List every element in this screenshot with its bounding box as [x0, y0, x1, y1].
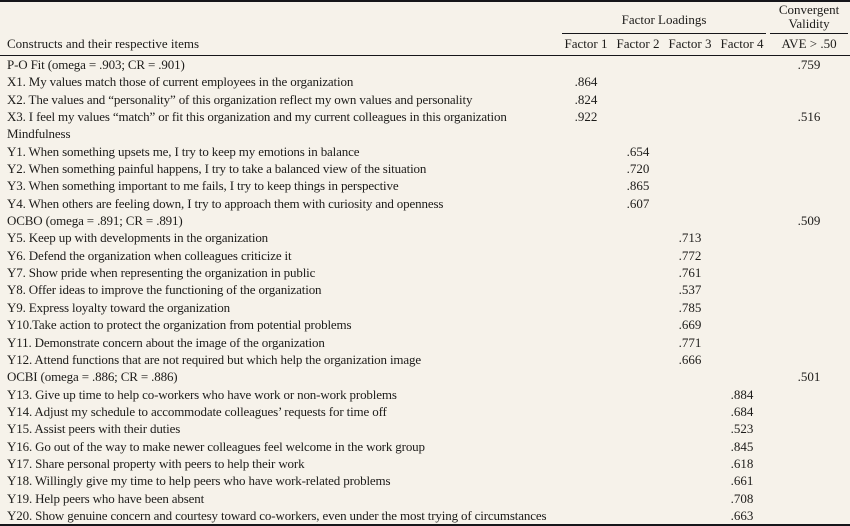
item-label: P-O Fit (omega = .903; CR = .901)	[7, 57, 185, 72]
table-row	[0, 490, 850, 507]
table-row	[0, 212, 850, 229]
item-label: Y11. Demonstrate concern about the image of the organization	[7, 334, 325, 350]
factor-4-value: .845	[730, 438, 754, 454]
factor-4-value	[716, 351, 768, 368]
factor-4-value: .884	[730, 386, 754, 402]
column-header-factor-4: Factor 4	[716, 34, 768, 56]
column-header-factor-3: Factor 3	[664, 34, 716, 56]
factor-2-value	[612, 125, 664, 142]
column-header-factor-1: Factor 1	[560, 34, 612, 56]
factor-3-value	[664, 91, 716, 108]
table-row	[0, 420, 850, 437]
factor-2-value	[612, 212, 664, 229]
factor-loadings-group-header: Factor Loadings	[562, 11, 766, 34]
factor-2-value	[612, 73, 664, 90]
item-label: Y12. Attend functions that are not required but which help the organization image	[7, 351, 421, 367]
factor-3-value	[664, 195, 716, 212]
factor-2-value: .654	[626, 143, 650, 159]
item-label: Y8. Offer ideas to improve the functioning of the organization	[7, 282, 322, 298]
factor-4-value	[716, 299, 768, 316]
item-label: X2. The values and “personality” of this organization reflect my own values and personality	[7, 91, 473, 107]
ave-value	[768, 91, 850, 108]
factor-4-value	[716, 143, 768, 160]
item-label: Y17. Share personal property with peers to help their work	[7, 455, 305, 471]
item-label: Y16. Go out of the way to make newer colleagues feel welcome in the work group	[7, 438, 425, 454]
table-row	[0, 91, 850, 108]
factor-1-value	[560, 281, 612, 298]
item-label: Y9. Express loyalty toward the organization	[7, 299, 230, 315]
factor-3-value	[664, 73, 716, 90]
factor-3-value: .669	[678, 317, 702, 333]
ave-value	[768, 177, 850, 194]
factor-2-value	[612, 264, 664, 281]
item-label: Y6. Defend the organization when colleagues criticize it	[7, 247, 292, 263]
item-label: Y4. When others are feeling down, I try to approach them with curiosity and openness	[7, 195, 444, 211]
ave-value	[768, 316, 850, 333]
factor-1-value	[560, 472, 612, 489]
factor-2-value	[612, 351, 664, 368]
factor-4-value	[716, 108, 768, 125]
table-header	[0, 1, 850, 56]
factor-1-value	[560, 125, 612, 142]
factor-3-value: .666	[678, 351, 702, 367]
ave-value	[768, 490, 850, 507]
factor-4-value: .684	[730, 403, 754, 419]
ave-value: .759	[797, 57, 821, 72]
factor-4-value: .661	[730, 473, 754, 489]
table-row	[0, 281, 850, 298]
factor-4-value	[716, 281, 768, 298]
convergent-validity-group-header: Convergent Validity	[770, 2, 848, 34]
ave-value	[768, 403, 850, 420]
factor-3-value: .761	[678, 265, 702, 281]
ave-value	[768, 386, 850, 403]
item-label: Y14. Adjust my schedule to accommodate colleagues’ requests for time off	[7, 403, 387, 419]
factor-4-value	[716, 160, 768, 177]
factor-1-value	[560, 334, 612, 351]
factor-1-value	[560, 403, 612, 420]
item-column-header: Constructs and their respective items	[0, 34, 560, 56]
factor-4-value: .708	[730, 490, 754, 506]
factor-1-value	[560, 455, 612, 472]
factor-4-value	[716, 229, 768, 246]
factor-1-value	[560, 247, 612, 264]
item-label: Y20. Show genuine concern and courtesy toward co-workers, even under the most trying of circumstances	[7, 507, 547, 523]
factor-4-value: .523	[730, 421, 754, 437]
factor-2-value	[612, 281, 664, 298]
item-label: Y18. Willingly give my time to help peers who have work-related problems	[7, 473, 391, 489]
item-label: Mindfulness	[7, 126, 71, 142]
item-label: X3. I feel my values “match” or fit this organization and my current colleagues in this organization	[7, 109, 507, 125]
factor-1-value	[560, 420, 612, 437]
spanner-empty-cell	[0, 1, 560, 34]
column-header-ave: AVE > .50	[768, 34, 850, 56]
table-row	[0, 177, 850, 194]
factor-2-value	[612, 507, 664, 525]
factor-3-value	[664, 212, 716, 229]
ave-value	[768, 73, 850, 90]
factor-1-value: .922	[574, 109, 598, 125]
factor-loadings-spanner-cell	[560, 1, 768, 34]
ave-value	[768, 455, 850, 472]
ave-value	[768, 351, 850, 368]
factor-1-value: .824	[574, 91, 598, 107]
factor-2-value	[612, 368, 664, 385]
factor-4-value	[716, 91, 768, 108]
factor-3-value	[664, 108, 716, 125]
factor-4-value	[716, 368, 768, 385]
factor-3-value: .772	[678, 247, 702, 263]
ave-value	[768, 264, 850, 281]
table-row	[0, 195, 850, 212]
factor-2-value	[612, 403, 664, 420]
factor-3-value	[664, 143, 716, 160]
factor-4-value	[716, 212, 768, 229]
ave-value: .509	[797, 213, 821, 229]
factor-4-value: .663	[730, 507, 754, 523]
factor-1-value	[560, 160, 612, 177]
factor-2-value	[612, 56, 664, 74]
item-label: Y5. Keep up with developments in the organization	[7, 230, 269, 246]
factor-4-value: .618	[730, 455, 754, 471]
factor-2-value	[612, 420, 664, 437]
table-row	[0, 351, 850, 368]
factor-2-value	[612, 455, 664, 472]
factor-3-value	[664, 386, 716, 403]
table-row	[0, 143, 850, 160]
factor-2-value: .865	[626, 178, 650, 194]
ave-value: .501	[797, 369, 821, 385]
table-row	[0, 247, 850, 264]
ave-value	[768, 160, 850, 177]
factor-3-value: .713	[678, 230, 702, 246]
ave-value	[768, 125, 850, 142]
ave-value	[768, 247, 850, 264]
factor-2-value	[612, 229, 664, 246]
factor-4-value	[716, 195, 768, 212]
item-label: Y15. Assist peers with their duties	[7, 421, 181, 437]
factor-1-value	[560, 490, 612, 507]
spanner-row	[0, 1, 850, 34]
ave-value	[768, 299, 850, 316]
factor-3-value	[664, 490, 716, 507]
table-body	[0, 56, 850, 526]
factor-4-value	[716, 264, 768, 281]
factor-2-value: .607	[626, 195, 650, 211]
item-label: Y10.Take action to protect the organization from potential problems	[7, 317, 352, 333]
factor-1-value	[560, 195, 612, 212]
table-row	[0, 108, 850, 125]
table-row	[0, 455, 850, 472]
factor-2-value	[612, 247, 664, 264]
factor-4-value	[716, 316, 768, 333]
factor-4-value	[716, 125, 768, 142]
factor-4-value	[716, 56, 768, 74]
factor-1-value	[560, 368, 612, 385]
factor-2-value	[612, 316, 664, 333]
item-label: Y7. Show pride when representing the organization in public	[7, 265, 316, 281]
item-label: X1. My values match those of current employees in the organization	[7, 74, 354, 90]
table-row	[0, 73, 850, 90]
factor-2-value	[612, 472, 664, 489]
factor-1-value	[560, 438, 612, 455]
factor-3-value: .785	[678, 299, 702, 315]
factor-1-value: .864	[574, 74, 598, 90]
factor-3-value	[664, 368, 716, 385]
factor-3-value: .771	[678, 334, 702, 350]
factor-3-value: .537	[678, 282, 702, 298]
item-label: Y19. Help peers who have been absent	[7, 490, 205, 506]
factor-3-value	[664, 420, 716, 437]
table-row	[0, 229, 850, 246]
factor-1-value	[560, 316, 612, 333]
column-header-factor-2: Factor 2	[612, 34, 664, 56]
table-row	[0, 507, 850, 525]
item-label: Y13. Give up time to help co-workers who have work or non-work problems	[7, 386, 397, 402]
table-row	[0, 264, 850, 281]
factor-2-value: .720	[626, 161, 650, 177]
factor-2-value	[612, 91, 664, 108]
factor-2-value	[612, 438, 664, 455]
item-label: Y3. When something important to me fails, I try to keep things in perspective	[7, 178, 399, 194]
factor-1-value	[560, 229, 612, 246]
factor-2-value	[612, 334, 664, 351]
table-row	[0, 438, 850, 455]
ave-value	[768, 229, 850, 246]
factor-2-value	[612, 108, 664, 125]
factor-2-value	[612, 386, 664, 403]
ave-value	[768, 507, 850, 525]
table-row	[0, 334, 850, 351]
factor-1-value	[560, 212, 612, 229]
factor-3-value	[664, 455, 716, 472]
ave-value: .516	[797, 109, 821, 125]
factor-1-value	[560, 299, 612, 316]
ave-value	[768, 281, 850, 298]
factor-3-value	[664, 438, 716, 455]
factor-1-value	[560, 507, 612, 525]
column-header-row	[0, 34, 850, 56]
factor-4-value	[716, 177, 768, 194]
table-row	[0, 368, 850, 385]
factor-1-value	[560, 386, 612, 403]
ave-value	[768, 438, 850, 455]
table-row	[0, 299, 850, 316]
factor-3-value	[664, 125, 716, 142]
item-label: OCBI (omega = .886; CR = .886)	[7, 369, 178, 385]
table-row	[0, 472, 850, 489]
table-row	[0, 56, 850, 74]
factor-4-value	[716, 247, 768, 264]
table-row	[0, 316, 850, 333]
factor-1-value	[560, 177, 612, 194]
item-label: Y1. When something upsets me, I try to keep my emotions in balance	[7, 143, 360, 159]
factor-1-value	[560, 143, 612, 160]
factor-1-value	[560, 56, 612, 74]
factor-3-value	[664, 507, 716, 525]
ave-value	[768, 420, 850, 437]
factor-4-value	[716, 334, 768, 351]
factor-3-value	[664, 472, 716, 489]
table-row	[0, 386, 850, 403]
factor-3-value	[664, 177, 716, 194]
table-row	[0, 125, 850, 142]
factor-3-value	[664, 56, 716, 74]
item-label: OCBO (omega = .891; CR = .891)	[7, 213, 183, 229]
factor-1-value	[560, 264, 612, 281]
factor-3-value	[664, 403, 716, 420]
factor-2-value	[612, 490, 664, 507]
factor-2-value	[612, 299, 664, 316]
table-row	[0, 403, 850, 420]
convergent-validity-spanner-cell	[768, 1, 850, 34]
ave-value	[768, 334, 850, 351]
factor-4-value	[716, 73, 768, 90]
ave-value	[768, 195, 850, 212]
table-row	[0, 160, 850, 177]
factor-1-value	[560, 351, 612, 368]
item-label: Y2. When something painful happens, I try to take a balanced view of the situation	[7, 161, 427, 177]
factor-3-value	[664, 160, 716, 177]
ave-value	[768, 143, 850, 160]
ave-value	[768, 472, 850, 489]
